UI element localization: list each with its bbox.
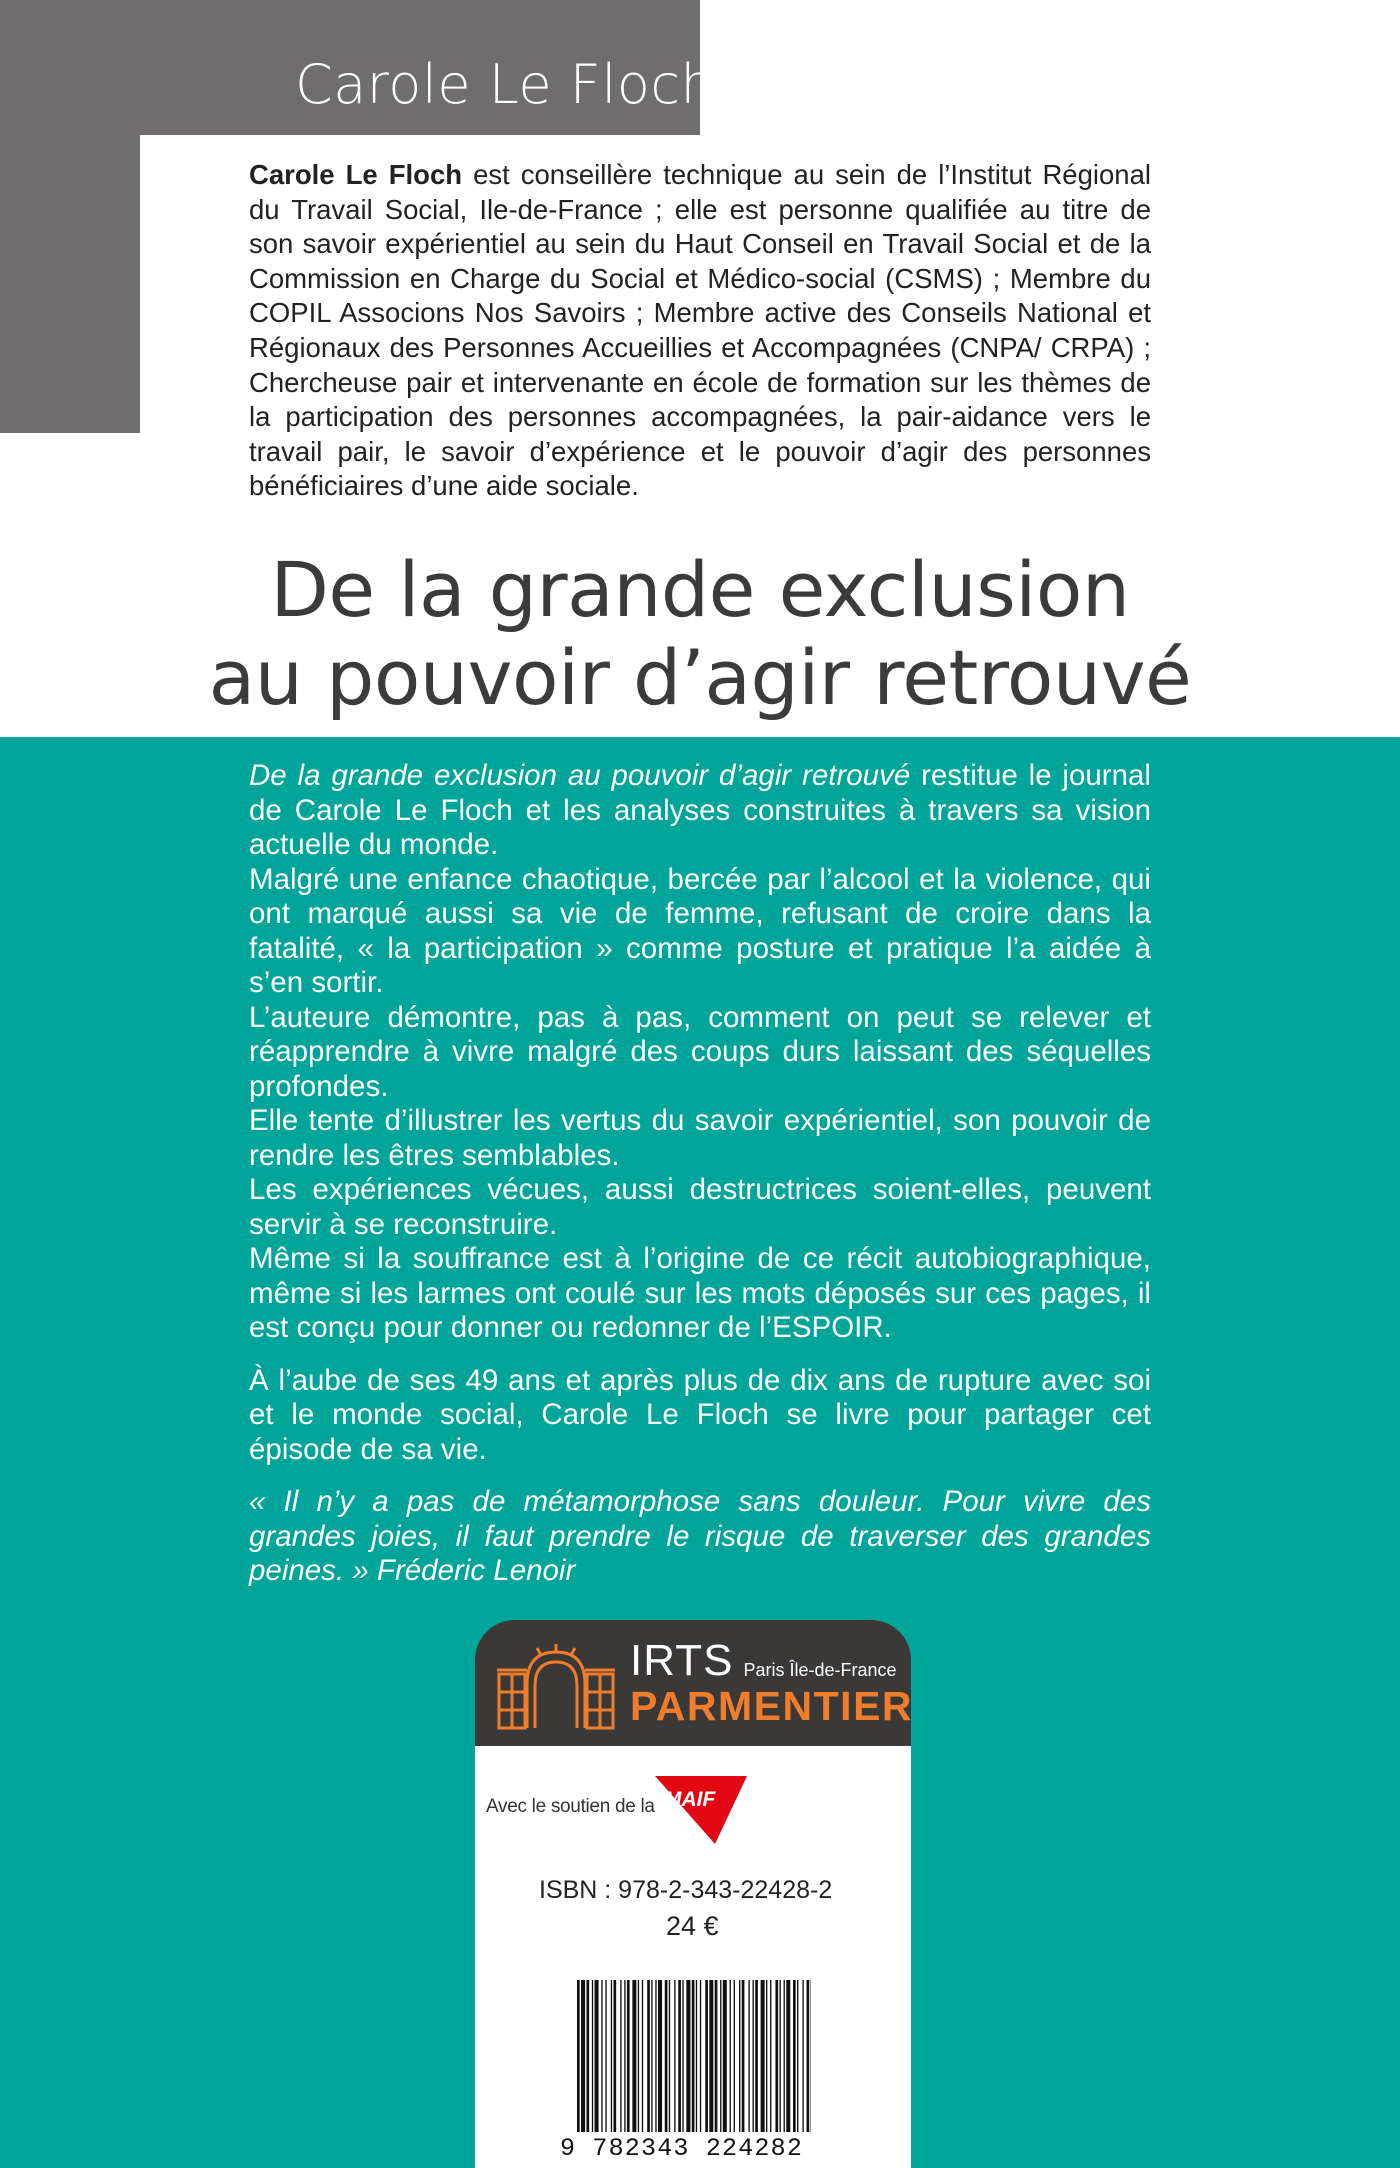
- barcode-bar: [775, 1980, 778, 2132]
- author-bio: [249, 158, 1151, 504]
- blurb: [249, 759, 1151, 1589]
- blurb-paragraph: Malgré une enfance chaotique, bercée par l’alcool et la violence, qui ont marqué aussi sa vie de femme, refusant de croire dans la fatalité, « la participation » comme posture et pratique l’a aidée à s’en sortir.: [249, 862, 1151, 999]
- blurb-quote: « Il n’y a pas de métamorphose sans douleur. Pour vivre des grandes joies, il faut prendre le risque de traverser des grandes peines. » Fréderic Lenoir: [249, 1485, 1151, 1587]
- barcode-bar: [723, 1980, 727, 2132]
- barcode-bar: [624, 1980, 625, 2132]
- barcode-bar: [770, 1980, 771, 2132]
- author-name: Carole Le Floch: [295, 53, 716, 116]
- barcode-bar: [696, 1980, 697, 2132]
- isbn: ISBN : 978-2-343-22428-2: [539, 1876, 833, 1904]
- support-text: Avec le soutien de la: [486, 1796, 655, 1817]
- blurb-paragraph: À l’aube de ses 49 ans et après plus de dix ans de rupture avec soi et le monde social, Carole Le Floch se livre pour partager cet épisode de sa vie.: [249, 1363, 1151, 1466]
- blurb-paragraph: Les expériences vécues, aussi destructrices soient-elles, peuvent servir à se reconstruire.: [249, 1173, 1151, 1241]
- barcode-bar: [678, 1980, 681, 2132]
- barcode-bar: [613, 1980, 616, 2132]
- blurb-text: restitue le journal de Carole Le Floch et les analyses construites à travers sa vision actuelle du monde.: [249, 759, 1151, 861]
- barcode-bar: [605, 1980, 606, 2132]
- blurb-title-italic: De la grande exclusion au pouvoir d’agir retrouvé: [249, 759, 911, 792]
- barcode-bar: [577, 1980, 580, 2132]
- price: 24 €: [666, 1911, 719, 1941]
- barcode-bar: [700, 1980, 701, 2132]
- bio-author-name: Carole Le Floch: [249, 159, 463, 190]
- barcode-bar: [766, 1980, 767, 2132]
- barcode-bar: [715, 1980, 718, 2132]
- barcode-bar: [642, 1980, 643, 2132]
- side-gray-strip: [0, 135, 140, 433]
- barcode-bar: [739, 1980, 740, 2132]
- blurb-paragraph: Même si la souffrance est à l’origine de ce récit autobiographique, même si les larmes ont coulé sur les mots déposés sur ces pages, il est conçu pour donner ou redonner de l’ESPOIR.: [249, 1242, 1151, 1344]
- publisher-logo-text: [630, 1638, 913, 1728]
- barcode-bar: [638, 1980, 639, 2132]
- barcode-bar: [705, 1980, 708, 2132]
- barcode-bar: [761, 1980, 765, 2132]
- barcode-bar: [742, 1980, 745, 2132]
- barcode-bar: [797, 1980, 798, 2132]
- barcode-bar: [784, 1980, 785, 2132]
- barcode-bar: [647, 1980, 650, 2132]
- barcode-bar: [720, 1980, 721, 2132]
- irts-region: Paris Île-de-France: [743, 1660, 897, 1681]
- maif-logo: [655, 1774, 747, 1844]
- blurb-paragraph: L’auteure démontre, pas à pas, comment on peut se relever et réapprendre à vivre malgré des coups durs laissant des séquelles profondes.: [249, 1000, 1151, 1103]
- barcode-bar: [655, 1980, 656, 2132]
- barcode-bar: [780, 1980, 781, 2132]
- barcode-bar: [627, 1980, 630, 2132]
- barcode-bar: [665, 1980, 668, 2132]
- barcode-bar: [586, 1980, 589, 2132]
- bio-text: est conseillère technique au sein de l’Institut Régional du Travail Social, Ile-de-France ; elle est personne qualifiée au titre de son savoir expérientiel au sein du Haut Conseil en Travail Social et de la Commission en Charge du Social et Médico-social (CSMS) ; Membre du COPIL Associons Nos Savoirs ; Membre active des Conseils National et Régionaux des Personnes Accueillies et Accompagnées (CNPA/ CRPA) ; Chercheuse pair et intervenante en école de formation sur les thèmes de la participation des personnes accompagnées, la pair-aidance vers le travail pair, le savoir d’expérience et le pouvoir d’agir des personnes bénéficiaires d’une aide sociale.: [249, 159, 1151, 502]
- barcode-bar: [786, 1980, 790, 2132]
- book-title-line-2: au pouvoir d’agir retrouvé: [208, 633, 1192, 722]
- maif-logo-text: MAIF: [664, 1788, 716, 1811]
- barcode-bar: [807, 1980, 810, 2132]
- barcode-bar: [601, 1980, 602, 2132]
- barcode-bar: [581, 1980, 585, 2132]
- barcode-bar: [669, 1980, 670, 2132]
- barcode: [577, 1980, 811, 2132]
- barcode-bar: [658, 1980, 662, 2132]
- barcode-bar: [734, 1980, 735, 2132]
- barcode-bar: [692, 1980, 695, 2132]
- barcode-bar: [755, 1980, 758, 2132]
- blurb-paragraph: [249, 759, 1151, 863]
- barcode-bar: [620, 1980, 621, 2132]
- barcode-bar: [748, 1980, 749, 2132]
- barcode-bar: [753, 1980, 754, 2132]
- barcode-bar: [651, 1980, 652, 2132]
- book-title: [0, 546, 1400, 722]
- book-title-line-1: De la grande exclusion: [270, 545, 1130, 634]
- barcode-bar: [674, 1980, 675, 2132]
- barcode-bar: [709, 1980, 713, 2132]
- barcode-bar: [730, 1980, 731, 2132]
- barcode-bar: [632, 1980, 636, 2132]
- building-arch-icon: [497, 1640, 615, 1730]
- barcode-bar: [686, 1980, 690, 2132]
- barcode-bar: [793, 1980, 796, 2132]
- barcode-bar: [592, 1980, 593, 2132]
- irts-label: IRTS: [630, 1636, 734, 1685]
- barcode-bar: [802, 1980, 803, 2132]
- barcode-bar: [611, 1980, 612, 2132]
- barcode-bar: [595, 1980, 599, 2132]
- blurb-paragraph: Elle tente d’illustrer les vertus du savoir expérientiel, son pouvoir de rendre les êtres semblables.: [249, 1104, 1151, 1172]
- barcode-digits: 9 782343 224282: [560, 2134, 804, 2163]
- barcode-bar: [682, 1980, 683, 2132]
- parmentier-label: PARMENTIER: [630, 1683, 914, 1729]
